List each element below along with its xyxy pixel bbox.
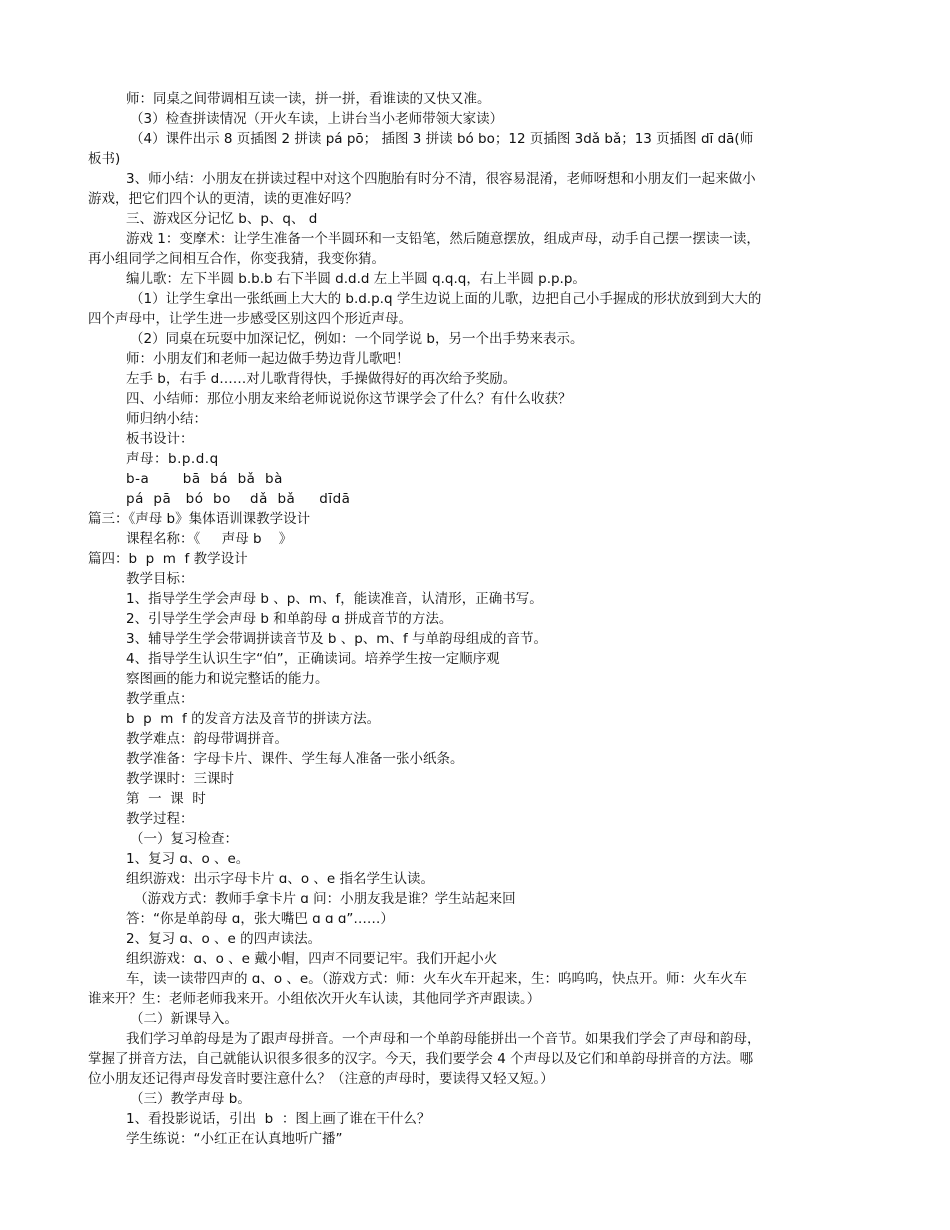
text-line: 掌握了拼音方法，自己就能认识很多很多的汉字。今天，我们要学会 4 个声母以及它们和单韵母拼音的方法。哪 xyxy=(88,1051,754,1067)
text-line: 师：同桌之间带调相互读一读，拼一拼，看谁读的又快又准。 xyxy=(126,91,491,107)
text-line: （1）让学生拿出一张纸画上大大的 b.d.p.q 学生边说上面的儿歌，边把自己小手握成的形状放到到大大的 xyxy=(130,291,762,307)
text-line: 答：“你是单韵母 ɑ，张大嘴巴 ɑ ɑ ɑ”……） xyxy=(126,911,394,927)
text-line: （4）课件出示 8 页插图 2 拼读 pá pō； 插图 3 拼读 bó bo；12 页插图 3dǎ bǎ；13 页插图 dī dā(师 xyxy=(130,131,754,147)
text-line: （2）同桌在玩耍中加深记忆，例如：一个同学说 b，另一个出手势来表示。 xyxy=(130,331,584,347)
text-line: 师：小朋友们和老师一起边做手势边背儿歌吧！ xyxy=(126,351,410,367)
text-line: 游戏 1：变摩术：让学生准备一个半圆环和一支铅笔，然后随意摆放，组成声母，动手自己摆一摆读一读， xyxy=(126,231,760,247)
text-line: 四个声母中，让学生进一步感受区别这四个形近声母。 xyxy=(88,311,412,327)
text-line: 1、看投影说话，引出 b ：图上画了谁在干什么？ xyxy=(126,1111,431,1127)
text-line: 组织游戏：ɑ、o 、e 戴小帽，四声不同要记牢。我们开起小火 xyxy=(126,951,498,967)
text-line: 学生练说：“小红正在认真地听广播” xyxy=(126,1131,343,1147)
board-line: 声母：b.p.d.q xyxy=(126,451,219,467)
text-line: （3）检查拼读情况（开火车读，上讲台当小老师带领大家读） xyxy=(130,111,504,127)
text-line: 3、辅导学生学会带调拼读音节及 b 、p、m、f 与单韵母组成的音节。 xyxy=(126,631,548,647)
board-line: b-a bā bá bǎ bà xyxy=(126,471,283,487)
text-line: 再小组同学之间相互合作，你变我猜，我变你猜。 xyxy=(88,251,385,267)
text-line: 车，读一读带四声的 ɑ、o 、e。（游戏方式：师：火车火车开起来，生：呜呜呜，快点开。师：火车火车 xyxy=(126,971,747,987)
text-line: 板书设计： xyxy=(126,431,194,447)
board-line: pá pā bó bo dǎ bǎ dīdā xyxy=(126,491,351,507)
text-line: 谁来开？生：老师老师我来开。小组依次开火车认读，其他同学齐声跟读。） xyxy=(88,991,541,1007)
section-heading: 三、游戏区分记忆 b、p、q、 d xyxy=(126,211,318,227)
section-heading: 四、小结师：那位小朋友来给老师说说你这节课学会了什么？有什么收获？ xyxy=(126,391,572,407)
text-line: （二）新课导入。 xyxy=(130,1011,238,1027)
text-line: 2、复习 ɑ、o 、e 的四声读法。 xyxy=(126,931,322,947)
text-line: 3、师小结：小朋友在拼读过程中对这个四胞胎有时分不清，很容易混淆，老师呀想和小朋友们一起来做小 xyxy=(126,171,756,187)
text-line: 4、指导学生认识生字“伯”，正确读词。培养学生按一定顺序观 xyxy=(126,651,500,667)
text-line: 教学重点： xyxy=(126,691,194,707)
text-line: 游戏，把它们四个认的更清，读的更准好吗？ xyxy=(88,191,358,207)
text-line: （三）教学声母 b。 xyxy=(130,1091,251,1107)
text-line: 1、指导学生学会声母 b 、p、m、f，能读准音，认清形，正确书写。 xyxy=(126,591,543,607)
text-line: 位小朋友还记得声母发音时要注意什么？（注意的声母时，要读得又轻又短。） xyxy=(88,1071,554,1087)
text-line: 课程名称：《 声母 b 》 xyxy=(126,531,293,547)
text-line: 第 一 课 时 xyxy=(126,791,206,807)
text-line: 师归纳小结： xyxy=(126,411,207,427)
article-heading: 篇四：b p m f 教学设计 xyxy=(88,551,248,567)
text-line: 板书) xyxy=(88,151,121,167)
text-line: （游戏方式：教师手拿卡片 ɑ 问：小朋友我是谁？学生站起来回 xyxy=(134,891,516,907)
text-line: 教学课时：三课时 xyxy=(126,771,234,787)
text-line: 教学难点：韵母带调拼音。 xyxy=(126,731,288,747)
text-line: （一）复习检查： xyxy=(130,831,238,847)
text-line: 教学过程： xyxy=(126,811,194,827)
text-line: 我们学习单韵母是为了跟声母拼音。一个声母和一个单韵母能拼出一个音节。如果我们学会了声母和韵母， xyxy=(126,1031,761,1047)
text-line: 组织游戏：出示字母卡片 ɑ、o 、e 指名学生认读。 xyxy=(126,871,435,887)
article-heading: 篇三：《声母 b》集体语训课教学设计 xyxy=(88,511,311,527)
text-line: 左手 b，右手 d……对儿歌背得快，手操做得好的再次给予奖励。 xyxy=(126,371,517,387)
text-line: b p m f 的发音方法及音节的拼读方法。 xyxy=(126,711,381,727)
text-line: 1、复习 ɑ、o 、e。 xyxy=(126,851,250,867)
text-line: 教学准备：字母卡片、课件、学生每人准备一张小纸条。 xyxy=(126,751,464,767)
text-line: 2、引导学生学会声母 b 和单韵母 ɑ 拼成音节的方法。 xyxy=(126,611,453,627)
text-line: 教学目标： xyxy=(126,571,194,587)
text-line: 察图画的能力和说完整话的能力。 xyxy=(126,671,329,687)
text-line: 编儿歌：左下半圆 b.b.b 右下半圆 d.d.d 左上半圆 q.q.q，右上半圆 p.p.p。 xyxy=(126,271,586,287)
